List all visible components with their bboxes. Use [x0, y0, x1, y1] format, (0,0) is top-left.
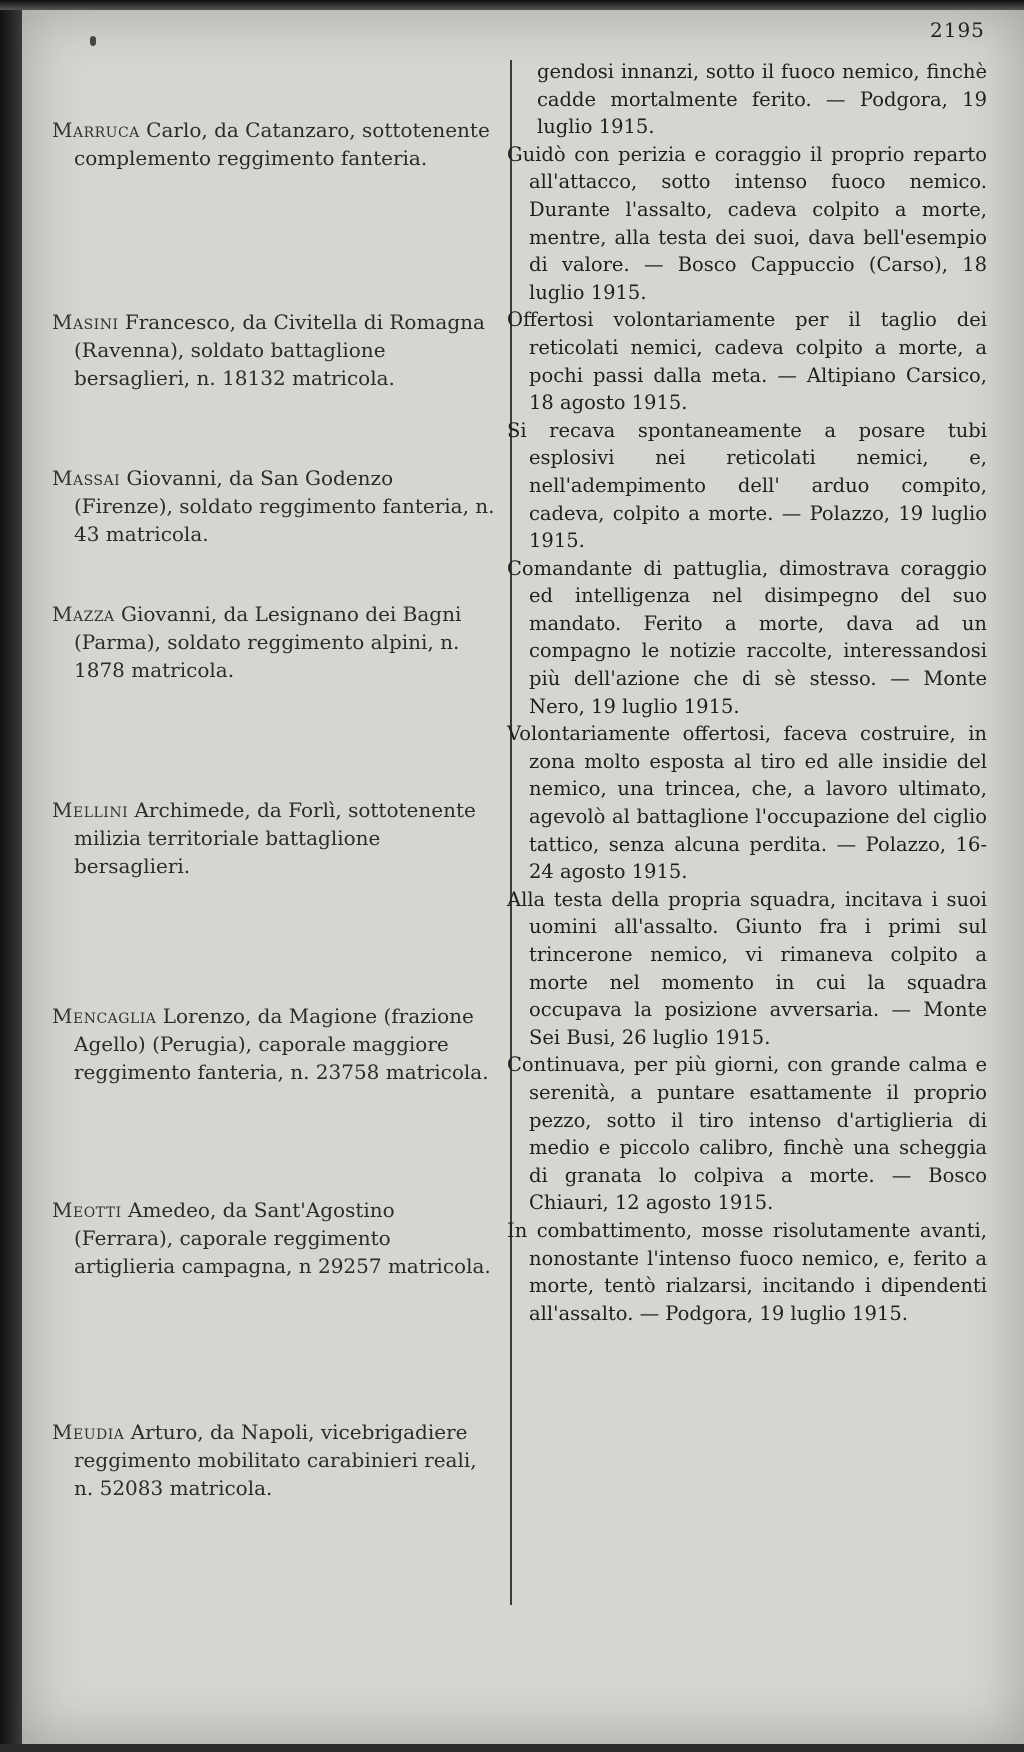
entry-marruca — [52, 116, 497, 172]
citation-paragraph: Volontariamente offertosi, faceva costruire, in zona molto esposta al tiro ed alle insidie del nemico, una trincea, che, a lavoro ultimato, agevolò al battaglione l'occupazione del ciglio tattico, senza alcuna perdita. — Polazzo, 16-24 agosto 1915. — [507, 722, 987, 884]
citation-paragraph: Si recava spontaneamente a posare tubi esplosivi nei reticolati nemici, e, nell'adempimento dell' arduo compito, cadeva, colpito a morte. — Polazzo, 19 luglio 1915. — [507, 418, 987, 553]
citation-paragraph: Guidò con perizia e coraggio il proprio reparto all'attacco, sotto intenso fuoco nemico. Durante l'assalto, cadeva colpito a morte, mentre, alla testa dei suoi, dava bell'esempio di valore. — Bosco Cappuccio (Carso), 18 luglio 1915. — [507, 142, 987, 304]
entry-mellini — [52, 796, 497, 880]
entry-masini — [52, 308, 497, 392]
entry-surname: Meotti — [52, 1198, 122, 1222]
scan-top-edge — [0, 0, 1024, 10]
left-column — [22, 8, 510, 1752]
entry-text: Amedeo, da Sant'Agostino (Ferrara), caporale reggimento artiglieria campagna, n 29257 matricola. — [74, 1198, 491, 1278]
entry-text: Arturo, da Napoli, vicebrigadiere reggimento mobilitato carabinieri reali, n. 52083 matricola. — [74, 1420, 477, 1500]
citation-paragraph: gendosi innanzi, sotto il fuoco nemico, finchè cadde mortalmente ferito. — Podgora, 19 luglio 1915. — [537, 60, 987, 139]
entry-surname: Mencaglia — [52, 1004, 157, 1028]
citation-paragraph: Comandante di pattuglia, dimostrava coraggio ed intelligenza nel disimpegno del suo mandato. Ferito a morte, dava ad un compagno le notizie raccolte, interessandosi più dell'azione che di sè stesso. — Monte Nero, 19 luglio 1915. — [507, 556, 987, 718]
scan-left-edge — [0, 0, 22, 1744]
entry-surname: Massai — [52, 466, 121, 490]
page-number: 2195 — [930, 18, 985, 42]
citation-paragraph: Continuava, per più giorni, con grande calma e serenità, a puntare esattamente il proprio pezzo, sotto il tiro intenso d'artiglieria di medio e piccolo calibro, finchè una scheggia di granata lo colpiva a morte. — Bosco Chiauri, 12 agosto 1915. — [507, 1053, 987, 1215]
entry-text: Giovanni, da San Godenzo (Firenze), soldato reggimento fanteria, n. 43 matricola. — [74, 466, 495, 546]
entry-meotti — [52, 1196, 497, 1280]
citation-paragraph: Offertosi volontariamente per il taglio dei reticolati nemici, cadeva colpito a morte, a pochi passi dalla meta. — Altipiano Carsico, 18 agosto 1915. — [507, 308, 987, 415]
entry-meudia — [52, 1418, 497, 1502]
entry-massai — [52, 464, 497, 548]
entry-mencaglia — [52, 1002, 497, 1086]
citation-paragraph: Alla testa della propria squadra, incitava i suoi uomini all'assalto. Giunto fra i primi sul trincerone nemico, vi rimaneva colpito a morte nel momento in cui la squadra occupava la posizione avversaria. — Monte Sei Busi, 26 luglio 1915. — [507, 887, 987, 1049]
entry-text: Carlo, da Catanzaro, sottotenente complemento reggimento fanteria. — [74, 118, 490, 170]
entry-surname: Mellini — [52, 798, 129, 822]
entry-mazza — [52, 600, 497, 684]
entry-surname: Mazza — [52, 602, 115, 626]
entry-text: Lorenzo, da Magione (frazione Agello) (Perugia), caporale maggiore reggimento fanteria, n. 23758 matricola. — [74, 1004, 489, 1084]
right-column — [507, 58, 987, 1327]
entry-text: Giovanni, da Lesignano dei Bagni (Parma), soldato reggimento alpini, n. 1878 matricola. — [74, 602, 462, 682]
entry-surname: Masini — [52, 310, 119, 334]
entry-text: Francesco, da Civitella di Romagna (Ravenna), soldato battaglione bersaglieri, n. 18132 matricola. — [74, 310, 485, 390]
entry-surname: Marruca — [52, 118, 140, 142]
entry-text: Archimede, da Forlì, sottotenente milizia territoriale battaglione bersaglieri. — [74, 798, 476, 878]
entry-surname: Meudia — [52, 1420, 125, 1444]
document-page — [22, 8, 1024, 1744]
citation-paragraph: In combattimento, mosse risolutamente avanti, nonostante l'intenso fuoco nemico, e, ferito a morte, tentò rialzarsi, incitando i dipendenti all'assalto. — Podgora, 19 luglio 1915. — [507, 1218, 987, 1325]
